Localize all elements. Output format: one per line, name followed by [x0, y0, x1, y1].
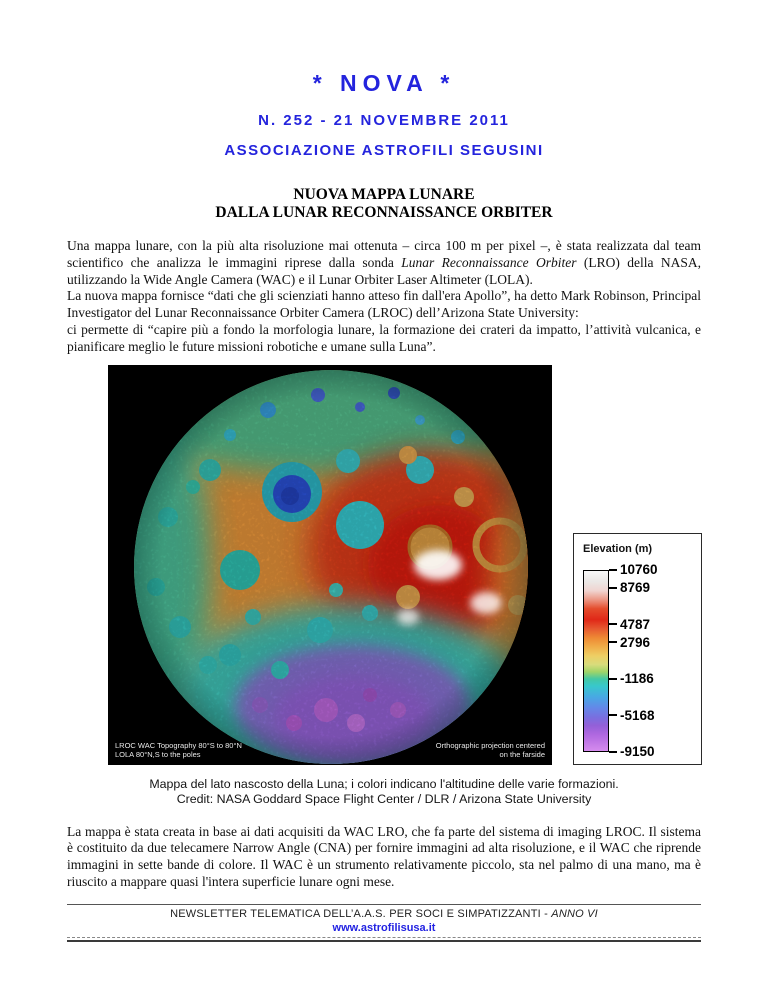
- tick-mark: [609, 641, 617, 643]
- tick-mark: [609, 751, 617, 753]
- limb-shading: [134, 370, 528, 764]
- footer-website-link[interactable]: www.astrofilisusa.it: [332, 921, 436, 934]
- elevation-legend: [573, 533, 702, 765]
- lunar-map-figure: [108, 365, 702, 765]
- figure-caption-line1: Mappa del lato nascosto della Luna; i colori indicano l'altitudine delle varie formazioni.: [149, 776, 619, 791]
- tick-mark: [609, 714, 617, 716]
- paragraph-text: (LRO) della NASA, utilizzando la Wide Angle Camera (WAC) e il Lunar Orbiter Laser Altimeter (LOLA).: [67, 254, 702, 287]
- annotation-lroc: LROC WAC Topography 80°S to 80°N: [115, 740, 242, 750]
- tick-label: 8769: [620, 580, 651, 596]
- footer-newsletter-line: [0, 908, 768, 920]
- paragraph-text: Una mappa lunare, con la più alta risoluzione mai ottenuta – circa 100 m per pixel –, è stata realizzata dal team scientifico che analizza le immagini riprese dalla sonda: [67, 238, 701, 270]
- article-heading-line2: DALLA LUNAR RECONNAISSANCE ORBITER: [215, 204, 553, 221]
- tick-label: 4787: [620, 616, 651, 632]
- footer-anno: ANNO VI: [551, 907, 598, 920]
- footer-dashed-rule: [67, 937, 701, 938]
- legend-colorbar-wrap: [583, 562, 693, 760]
- article-heading-line1: NUOVA MAPPA LUNARE: [293, 186, 475, 203]
- article-heading: [0, 186, 768, 222]
- newsletter-title: * NOVA *: [312, 70, 456, 96]
- tick-mark: [609, 678, 617, 680]
- italic-mission-name: Lunar Reconnaissance Orbiter: [401, 254, 577, 270]
- paragraph-1-sentence-3: ci permette di “capire più a fondo la morfologia lunare, la formazione dei crateri da impatto, l’attività vulcanica, e pianificare meglio le future missioni robotiche e umane sulla Luna”.: [67, 321, 701, 354]
- article-paragraph-1: [67, 238, 701, 356]
- annotation-projection-line2: on the farside: [499, 750, 545, 760]
- map-projection-annotation: [436, 741, 545, 760]
- footer-newsletter-text: NEWSLETTER TELEMATICA DELL’A.A.S. PER SOCI E SIMPATIZZANTI: [170, 907, 541, 920]
- moon-topography-svg: [108, 365, 552, 765]
- footer-separator: -: [540, 907, 552, 920]
- tick-mark: [609, 587, 617, 589]
- tick-label: 10760: [620, 562, 658, 578]
- footer-top-rule: [67, 904, 701, 905]
- footer-bottom-rule: [67, 940, 701, 942]
- tick-label: -9150: [620, 744, 655, 760]
- annotation-lola: LOLA 80°N,S to the poles: [115, 750, 201, 760]
- association-name: ASSOCIAZIONE ASTROFILI SEGUSINI: [224, 142, 544, 159]
- figure-caption-line2: Credit: NASA Goddard Space Flight Center / DLR / Arizona State University: [176, 792, 592, 807]
- tick-label: 2796: [620, 634, 651, 650]
- paragraph-1-sentence-1: [67, 238, 701, 288]
- figure-caption: [0, 777, 768, 808]
- masthead: [0, 0, 768, 159]
- moon-topography-image: [108, 365, 552, 765]
- page-footer: [0, 904, 768, 942]
- tick-label: -5168: [620, 707, 655, 723]
- tick-label: -1186: [620, 671, 654, 687]
- tick-mark: [609, 569, 617, 571]
- map-source-annotation: [115, 741, 242, 760]
- paragraph-1-sentence-2: La nuova mappa fornisce “dati che gli scienziati hanno atteso fin dall'era Apollo”, ha detto Mark Robinson, Principal Investigator del Lunar Reconnaissance Orbiter Camera (LROC) dell’Arizona State University:: [67, 288, 701, 321]
- issue-date-line: N. 252 - 21 NOVEMBRE 2011: [258, 112, 510, 129]
- tick-mark: [609, 623, 617, 625]
- article-paragraph-2: La mappa è stata creata in base ai dati acquisiti da WAC LRO, che fa parte del sistema di imaging LROC. Il sistema è costituito da due telecamere Narrow Angle (CNA) per fornire immagini ad alta risoluzione, e il WAC che riprende immagini in sette bande di colore. Il WAC è un strumento relativamente piccolo, sta nel palmo di una mano, ma è riuscito a mappare quasi l'intera superficie lunare ogni mese.: [67, 823, 701, 889]
- legend-title: Elevation (m): [583, 542, 653, 555]
- elevation-colorbar: [583, 570, 609, 752]
- annotation-projection-line1: Orthographic projection centered: [435, 740, 545, 750]
